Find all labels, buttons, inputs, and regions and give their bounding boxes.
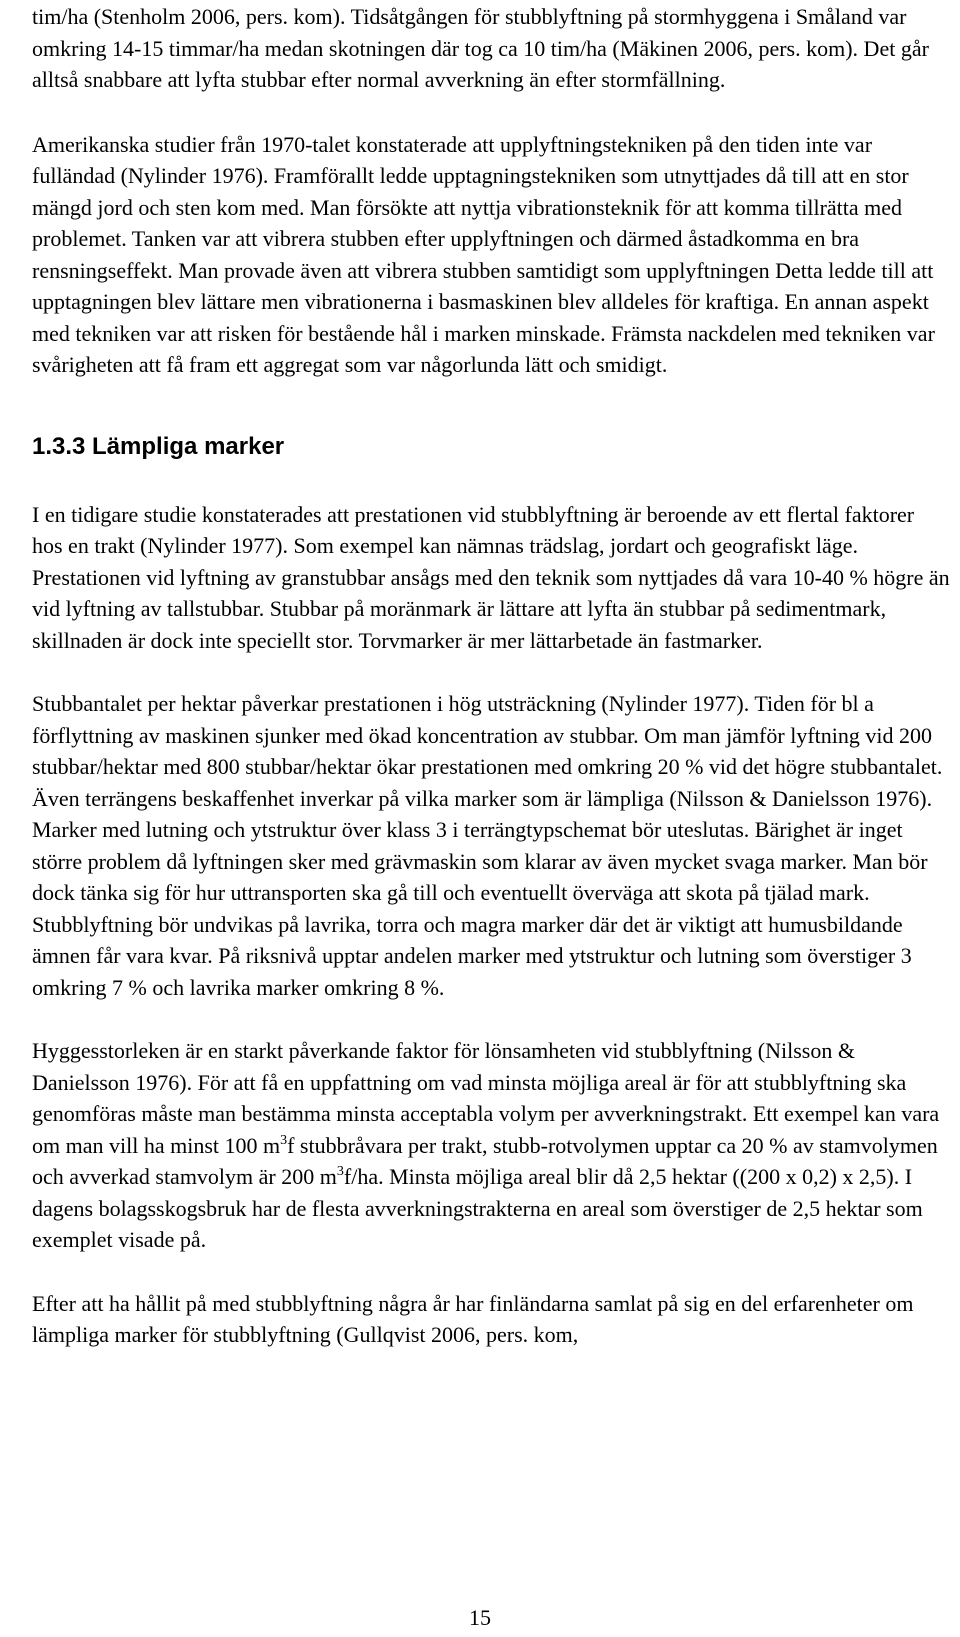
document-page: [32, 0, 950, 1351]
intro-paragraph: tim/ha (Stenholm 2006, pers. kom). Tidsåtgången för stubblyftning på stormhyggena i Småland var omkring 14-15 timmar/ha medan skotningen där tog ca 10 tim/ha (Mäkinen 2006, pers. kom). Det går alltså snabbare att lyfta stubbar efter normal avverkning än efter stormfällning.: [32, 4, 929, 92]
american-studies-paragraph: Amerikanska studier från 1970-talet konstaterade att upplyftningstekniken på den tiden inte var fulländad (Nylinder 1976). Framförallt ledde upptagningstekniken som utnyttjades då till att en stor mängd jord och sten kom med. Man försökte att nyttja vibrationsteknik för att komma tillrätta med problemet. Tanken var att vibrera stubben efter upplyftningen och därmed åstadkomma en bra rensningseffekt. Man provade även att vibrera stubben samtidigt som upplyftningen Detta ledde till att upptagningen blev lättare men vibrationerna i basmaskinen blev alldeles för kraftiga. En annan aspekt med tekniken var att risken för bestående hål i marken minskade. Främsta nackdelen med tekniken var svårigheten att få fram ett aggregat som var någorlunda lätt och smidigt.: [32, 131, 935, 377]
cubic-superscript-1: 3: [280, 1132, 288, 1148]
paragraph-3-part-3: f/ha. Minsta möjliga areal blir då 2,5 hektar ((200 x 0,2) x 2,5). I dagens bolagsskogsbruk har de flesta avverkningstrakterna en areal som överstiger de 2,5 hektar som exemplet visade på.: [32, 1164, 923, 1252]
paragraph-3-part-2: f stubbråvara per trakt, stubb-rotvolymen upptar ca 20 % av stamvolymen och avverkad stamvolym är 200 m: [32, 1132, 938, 1189]
section-heading: 1.3.3 Lämpliga marker: [32, 432, 285, 460]
suitable-sites-paragraph-1: I en tidigare studie konstaterades att prestationen vid stubblyftning är beroende av ett flertal faktorer hos en trakt (Nylinder 1977). Som exempel kan nämnas trädslag, jordart och geografiskt läge. Prestationen vid lyftning av granstubbar ansågs med den teknik som nyttjades då vara 10-40 % högre än vid lyftning av tallstubbar. Stubbar på moränmark är lättare att lyfta än stubbar på sedimentmark, skillnaden är dock inte speciellt stor. Torvmarker är mer lättarbetade än fastmarker.: [32, 501, 950, 653]
suitable-sites-paragraph-2: Stubbantalet per hektar påverkar prestationen i hög utsträckning (Nylinder 1977). Tiden för bl a förflyttning av maskinen sjunker med ökad koncentration av stubbar. Om man jämför lyftning vid 200 stubbar/hektar med 800 stubbar/hektar ökar prestationen med omkring 20 % vid det högre stubbantalet. Även terrängens beskaffenhet inverkar på vilka marker som är lämpliga (Nilsson & Danielsson 1976). Marker med lutning och ytstruktur över klass 3 i terrängtypschemat bör uteslutas. Bärighet är inget större problem då lyftningen sker med grävmaskin som klarar av även mycket svaga marker. Man bör dock tänka sig för hur uttransporten ska gå till och eventuellt överväga att skota på tjälad mark. Stubblyftning bör undvikas på lavrika, torra och magra marker där det är viktigt att humusbildande ämnen får vara kvar. På riksnivå upptar andelen marker med ytstruktur och lutning som överstiger 3 omkring 7 % och lavrika marker omkring 8 %.: [32, 691, 943, 1000]
paragraph-3-part-1: Hyggesstorleken är en starkt påverkande faktor för lönsamheten vid stubblyftning (Nilsson & Danielsson 1976). För att få en uppfattning om vad minsta möjliga areal är för att stubblyftning ska genomföras måste man bestämma minsta acceptabla volym per avverkningstrakt. Ett exempel kan vara om man vill ha minst 100 m: [32, 1038, 940, 1158]
suitable-sites-paragraph-4: Efter att ha hållit på med stubblyftning några år har finländarna samlat på sig en del erfarenheter om lämpliga marker för stubblyftning (Gullqvist 2006, pers. kom,: [32, 1290, 914, 1347]
page-number: 15: [469, 1605, 491, 1630]
cubic-superscript-2: 3: [336, 1164, 344, 1179]
suitable-sites-paragraph-3: [32, 1035, 950, 1256]
